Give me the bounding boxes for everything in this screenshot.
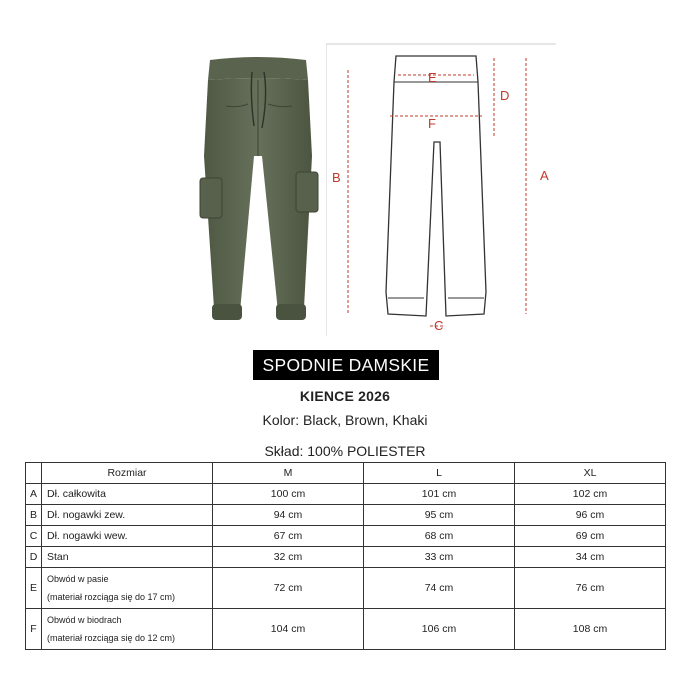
header-size-xl: XL <box>515 463 666 484</box>
row-value: 34 cm <box>515 547 666 568</box>
row-name-text: Obwód w pasie <box>47 574 109 584</box>
row-code: C <box>26 526 42 547</box>
table-row <box>26 526 666 547</box>
row-name <box>42 568 213 609</box>
row-value: 94 cm <box>213 505 364 526</box>
row-name-text: Obwód w biodrach <box>47 615 122 625</box>
row-value: 102 cm <box>515 484 666 505</box>
header-code-cell <box>26 463 42 484</box>
label-b: B <box>332 170 341 185</box>
row-code: F <box>26 609 42 650</box>
row-value: 74 cm <box>364 568 515 609</box>
row-value: 95 cm <box>364 505 515 526</box>
table-row <box>26 505 666 526</box>
label-c: C <box>434 318 444 333</box>
table-row <box>26 568 666 609</box>
colors-line: Kolor: Black, Brown, Khaki <box>262 412 428 428</box>
row-value: 33 cm <box>364 547 515 568</box>
row-value: 72 cm <box>213 568 364 609</box>
composition-line: Skład: 100% POLIESTER <box>264 443 426 459</box>
row-note: (materiał rozciąga się do 12 cm) <box>47 633 176 643</box>
size-diagram <box>326 42 556 336</box>
row-name: Dł. nogawki zew. <box>42 505 213 526</box>
table-row <box>26 609 666 650</box>
row-value: 68 cm <box>364 526 515 547</box>
left-cargo-pocket <box>200 178 222 218</box>
row-code: E <box>26 568 42 609</box>
label-e: E <box>428 70 437 85</box>
row-value: 100 cm <box>213 484 364 505</box>
row-name <box>42 609 213 650</box>
row-name: Stan <box>42 547 213 568</box>
row-value: 67 cm <box>213 526 364 547</box>
right-cargo-pocket <box>296 172 318 212</box>
table-header-row <box>26 463 666 484</box>
product-photo <box>188 46 326 336</box>
size-table <box>25 462 666 650</box>
table-row <box>26 484 666 505</box>
row-value: 76 cm <box>515 568 666 609</box>
row-value: 101 cm <box>364 484 515 505</box>
row-value: 69 cm <box>515 526 666 547</box>
row-code: D <box>26 547 42 568</box>
row-value: 106 cm <box>364 609 515 650</box>
pants-outline <box>386 56 486 316</box>
header-name-cell: Rozmiar <box>42 463 213 484</box>
header-size-l: L <box>364 463 515 484</box>
row-value: 104 cm <box>213 609 364 650</box>
row-value: 32 cm <box>213 547 364 568</box>
right-cuff <box>276 304 306 320</box>
row-value: 96 cm <box>515 505 666 526</box>
row-code: B <box>26 505 42 526</box>
header-size-m: M <box>213 463 364 484</box>
row-name: Dł. nogawki wew. <box>42 526 213 547</box>
brand-line: KIENCE 2026 <box>299 388 391 404</box>
row-code: A <box>26 484 42 505</box>
label-a: A <box>540 168 549 183</box>
left-cuff <box>212 304 242 320</box>
row-value: 108 cm <box>515 609 666 650</box>
table-row <box>26 547 666 568</box>
row-name: Dł. całkowita <box>42 484 213 505</box>
row-note: (materiał rozciąga się do 17 cm) <box>47 592 176 602</box>
waistband <box>208 57 308 80</box>
label-d: D <box>500 88 510 103</box>
product-title-text: SPODNIE DAMSKIE <box>262 354 430 375</box>
product-title <box>253 350 439 380</box>
label-f: F <box>428 116 436 131</box>
